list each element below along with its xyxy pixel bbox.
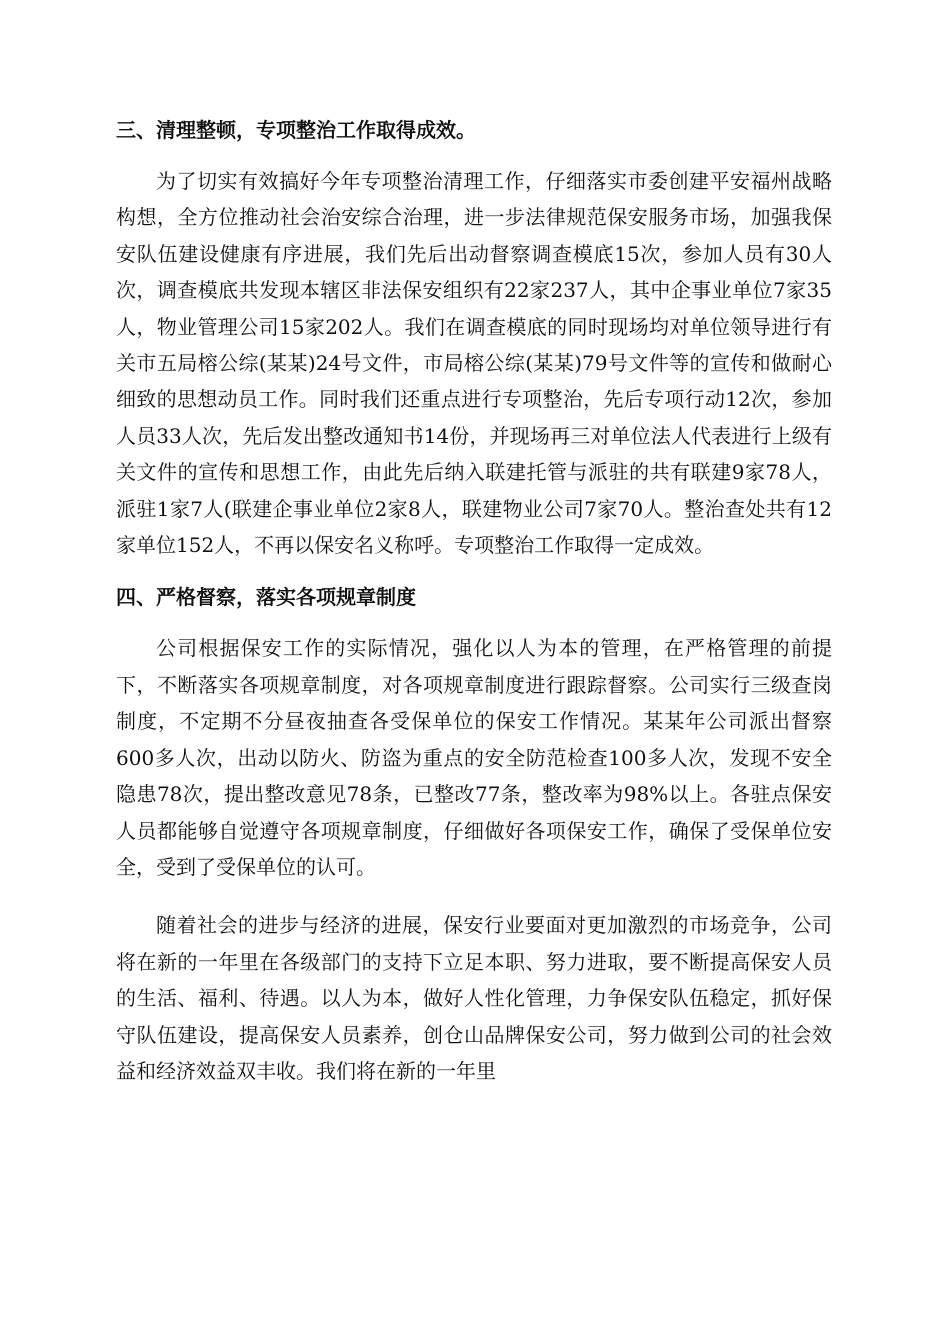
document-page (116, 112, 832, 1089)
section-4-paragraph-2: 随着社会的进步与经济的进展，保安行业要面对更加激烈的市场竞争，公司将在新的一年里在各级部门的支持下立足本职、努力进取，要不断提高保安人员的生活、福利、待遇。以人为本，做好人性化管理，力争保安队伍稳定，抓好保守队伍建设，提高保安人员素养，创仓山品牌保安公司，努力做到公司的社会效益和经济效益双丰收。我们将在新的一年里 (116, 913, 832, 1083)
section-heading-4: 四、严格督察，落实各项规章制度 (116, 585, 416, 610)
section-heading-3: 三、清理整顿，专项整治工作取得成效。 (116, 118, 476, 142)
section-4-paragraph-1: 公司根据保安工作的实际情况，强化以人为本的管理，在严格管理的前提下，不断落实各项规章制度，对各项规章制度进行跟踪督察。公司实行三级查岗制度，不定期不分昼夜抽查各受保单位的保安工作情况。某某年公司派出督察600多人次，出动以防火、防盗为重点的安全防范检查100多人次，发现不安全隐患78次，提出整改意见78条，已整改77条，整改率为98%以上。各驻点保安人员都能够自觉遵守各项规章制度，仔细做好各项保安工作，确保了受保单位安全，受到了受保单位的认可。 (116, 636, 832, 879)
section-3-paragraph: 为了切实有效搞好今年专项整治清理工作，仔细落实市委创建平安福州战略构想，全方位推动社会治安综合治理，进一步法律规范保安服务市场，加强我保安队伍建设健康有序进展，我们先后出动督察调查模底15次，参加人员有30人次，调查模底共发现本辖区非法保安组织有22家237人，其中企事业单位7家35人，物业管理公司15家202人。我们在调查模底的同时现场均对单位领导进行有关市五局榕公综(某某)24号文件，市局榕公综(某某)79号文件等的宣传和做耐心细致的思想动员工作。同时我们还重点进行专项整治，先后专项行动12次，参加人员33人次，先后发出整改通知书14份，并现场再三对单位法人代表进行上级有关文件的宣传和思想工作，由此先后纳入联建托管与派驻的共有联建9家78人，派驻1家7人(联建企事业单位2家8人，联建物业公司7家70人。整治查处共有12家单位152人，不再以保安名义称呼。专项整治工作取得一定成效。 (116, 169, 832, 558)
